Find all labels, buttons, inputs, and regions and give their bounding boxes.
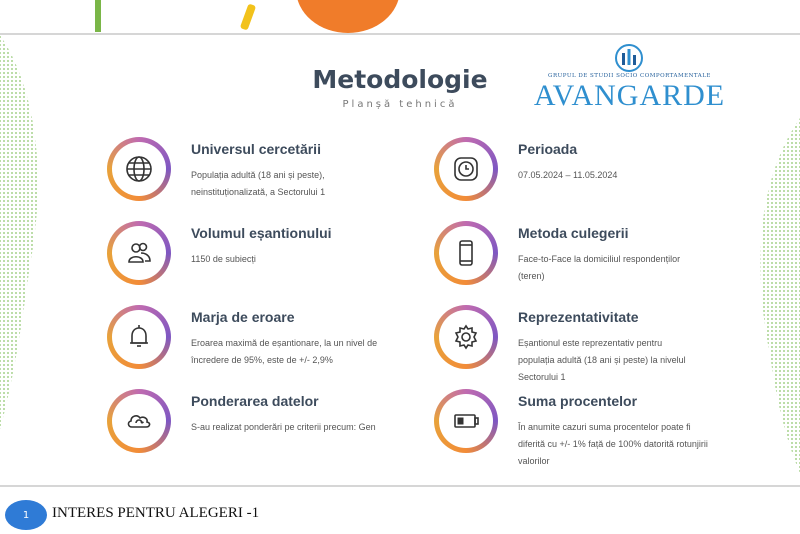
item-error-margin	[107, 305, 437, 385]
icon-ring	[434, 305, 498, 369]
bell-icon	[124, 322, 154, 352]
icon-ring	[434, 389, 498, 453]
icon-ring	[107, 137, 171, 201]
icon-ring-inner	[439, 226, 493, 280]
item-description: În anumite cazuri suma procentelor poate fi diferită cu +/- 1% față de 100% datorită rotunjirii valorilor	[518, 422, 708, 466]
avangarde-logo	[522, 43, 737, 113]
item-collection-method	[434, 221, 764, 301]
page-subtitle: Planșă tehnică	[342, 99, 458, 110]
gear-icon	[451, 322, 481, 352]
battery-icon	[451, 406, 481, 436]
users-icon	[124, 238, 154, 268]
item-representativeness	[434, 305, 764, 385]
icon-ring-inner	[439, 310, 493, 364]
item-weighting	[107, 389, 437, 469]
page-title: Metodologie	[312, 65, 488, 94]
item-title: Ponderarea datelor	[191, 393, 319, 409]
item-percent-sum	[434, 389, 764, 469]
icon-ring-inner	[112, 310, 166, 364]
orange-circle-shape	[296, 0, 400, 33]
icon-ring	[434, 221, 498, 285]
item-description: Eroarea maximă de eșantionare, la un nivel de încredere de 95%, este de +/- 2,9%	[191, 338, 378, 365]
icon-ring-inner	[112, 226, 166, 280]
yellow-bar-shape	[240, 3, 256, 30]
item-sample-size	[107, 221, 437, 301]
item-title: Reprezentativitate	[518, 309, 639, 325]
item-title: Volumul eșantionului	[191, 225, 332, 241]
item-title: Universul cercetării	[191, 141, 321, 157]
item-description: 1150 de subiecți	[191, 254, 256, 264]
globe-icon	[124, 154, 154, 184]
icon-ring	[107, 305, 171, 369]
icon-ring-inner	[439, 394, 493, 448]
logo-tagline: GRUPUL DE STUDII SOCIO COMPORTAMENTALE	[548, 73, 711, 79]
section-title: INTERES PENTRU ALEGERI -1	[52, 505, 260, 521]
item-title: Metoda culegerii	[518, 225, 629, 241]
item-period	[434, 137, 764, 217]
item-description: Face-to-Face la domiciliul respondenților (teren)	[518, 254, 681, 281]
item-description: 07.05.2024 – 11.05.2024	[518, 170, 618, 180]
icon-ring	[107, 389, 171, 453]
top-decoration	[0, 0, 800, 34]
item-title: Marja de eroare	[191, 309, 295, 325]
item-universe	[107, 137, 437, 217]
phone-icon	[451, 238, 481, 268]
item-description: Populația adultă (18 ani și peste), neinstituționalizată, a Sectorului 1	[191, 170, 326, 197]
section-footer	[0, 490, 800, 534]
dot-pattern-left	[0, 35, 50, 487]
green-bar-shape	[95, 0, 101, 32]
icon-ring	[107, 221, 171, 285]
logo-mark-icon	[612, 43, 646, 73]
cloud-sync-icon	[124, 406, 154, 436]
item-title: Suma procentelor	[518, 393, 638, 409]
methodology-slide	[0, 33, 800, 487]
icon-ring	[434, 137, 498, 201]
section-number-badge[interactable]: 1	[5, 500, 47, 530]
item-description: Eșantionul este reprezentativ pentru populația adultă (18 ani și peste) la nivelul Sectorului 1	[518, 338, 686, 382]
clock-icon	[451, 154, 481, 184]
icon-ring-inner	[112, 142, 166, 196]
item-description: S-au realizat ponderări pe criterii precum: Gen	[191, 422, 376, 432]
item-title: Perioada	[518, 141, 578, 157]
logo-wordmark: AVANGARDE	[533, 79, 726, 112]
icon-ring-inner	[112, 394, 166, 448]
icon-ring-inner	[439, 142, 493, 196]
